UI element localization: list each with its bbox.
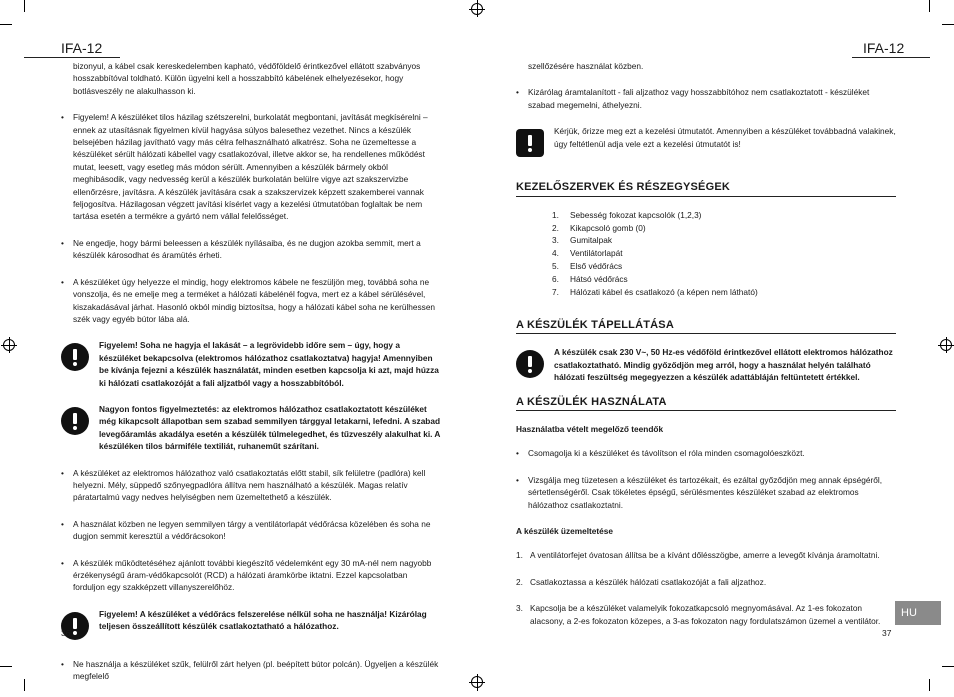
bullet-item: • A készüléket az elektromos hálózathoz való csatlakoztatás előtt stabil, sík felületre (padlóra) kell helyezni. Mély, süppedő szőnyegpadlóra állítva nem használható a készülék. Magas relatív páratartalmú vagy nedves helyiségben nem üzemeltethető a készülék. [61, 467, 441, 504]
bullet-item: • Kizárólag áramtalanított - fali aljzathoz vagy hosszabbítóhoz nem csatlakoztatott - készüléket szabad megemelni, áthelyezni. [516, 86, 896, 111]
header-rule [852, 57, 930, 58]
step-item [516, 602, 896, 627]
step-item [516, 549, 896, 561]
paragraph: bizonyul, a kábel csak kereskedelemben kapható, védőföldelő érintkezővel ellátott szabványos hosszabbítóval toldható. Külön ügyelni kell a hosszabbító kábelének elhelyezésekor, hogy botlásveszély ne alakulhasson ki. [73, 61, 421, 96]
warning-block [516, 346, 896, 383]
step-item [516, 576, 896, 588]
list-item [552, 286, 896, 299]
bullet-item: • Csomagolja ki a készüléket és távolítson el róla minden csomagolóeszközt. [516, 447, 896, 459]
step-text: A ventilátorfejet óvatosan állítsa be a kívánt dőlésszögbe, amerre a levegőt kívánja áramoltatni. [530, 550, 880, 561]
step-number: 2. [516, 576, 523, 587]
list-item [552, 234, 896, 247]
left-page [0, 0, 477, 691]
item-number: 3. [552, 235, 559, 246]
item-number: 6. [552, 274, 559, 285]
subheading: A készülék üzemeltetése [516, 526, 613, 537]
warning-icon [61, 407, 89, 435]
warning-text: A készülék csak 230 V~, 50 Hz-es védőföld érintkezővel ellátott elektromos hálózathoz csatlakoztatható. Mindig győződjön meg arról, hogy a használat helyén található hálózati feszültség megegyezzen a készülék adattábláján feltüntetett értékkel. [554, 347, 893, 383]
bullet-item: • A készülék működtetéséhez ajánlott további kiegészítő védelemként egy 30 mA-nél nem nagyobb érzékenységű áram-védőkapcsolót (RCD) a hálózati áramkörbe iktatni. Ezzel kapcsolatban forduljon egy szakképzett villanyszerelőhöz. [61, 557, 441, 594]
parts-list [552, 209, 896, 299]
left-content [61, 60, 441, 697]
warning-block [61, 339, 441, 389]
right-page [477, 0, 954, 691]
step-text: Kapcsolja be a készüléket valamelyik fokozatkapcsoló megnyomásával. Az 1-es fokozaton alacsony, a 2-es fokozaton közepes, a 3-as fokozaton nagy fordulatszámon üzemel a ventilátor. [530, 603, 881, 626]
page-number: 37 [882, 628, 892, 638]
header-rule [24, 57, 120, 58]
item-number: 7. [552, 287, 559, 298]
bullet-item: • Ne használja a készüléket szűk, felülről zárt helyen (pl. beépített bútor polcán). Ügyeljen a készülék megfelelő [61, 658, 441, 683]
bullet-item: • A használat közben ne legyen semmilyen tárgy a ventilátorlapát védőrácsa közelében és soha ne dugjon semmit keresztül a védőrácsokon! [61, 518, 441, 543]
warning-text: Figyelem! Soha ne hagyja el lakását – a legrövidebb időre sem – úgy, hogy a készüléket bekapcsolva (elektromos hálózathoz csatlakoztatva) hagyja! Amennyiben be kívánja fejezni a készülék használatát, minden esetben kapcsolja ki azt, majd húzza ki hálózati csatlakozóját a fali aljzatból vagy a hosszabbítóból. [99, 340, 439, 388]
warning-text: Nagyon fontos figyelmeztetés: az elektromos hálózathoz csatlakoztatott készüléket még kikapcsolt állapotban sem szabad semmilyen tárggyal letakarni, lefedni. A szabad levegőáramlás akadálya esetén a készülék túlmelegedhet, és tűzveszély alakulhat ki. A készüléken tilos bármiféle textiliát, ruhaneműt szárítani. [99, 403, 441, 452]
page-header: IFA-12 [863, 40, 905, 56]
item-label: Gumitalpak [570, 235, 612, 246]
section-heading: A KÉSZÜLÉK HASZNÁLATA [516, 396, 896, 411]
warning-icon [516, 350, 544, 378]
bullet-item: • Figyelem! A készüléket tilos házilag szétszerelni, burkolatát megbontani, javítását megkísérelni – ennek az utasításnak figyelmen kívül hagyása súlyos balesethez vezethet. Nincs a készülék belsejében házilag javítható vagy más célra felhasználható alkatrész. Soha ne üzemeltesse a készüléket sérült hálózati kábellel vagy csatlakozóval, illetve akkor se, ha rendellenes működést mutat, leesett, vagy esetleg más módon sérült. Amennyiben a készülék bármely okból meghibásodik, vagy nedvesség kerül a készülék burkolatán belülre vigye azt szakszervizbe ellenőrzésre, javításra. A készülék javítására csak a szakszervizek képzett szakemberei vannak feljogosítva. Házilagosan végzett javítási kísérlet vagy a kezelési útmutatóban foglaltak be nem tartása esetén a termékre a gyártó nem vállal felelősséget. [61, 111, 441, 223]
list-item [552, 247, 896, 260]
item-number: 2. [552, 222, 559, 233]
item-number: 5. [552, 261, 559, 272]
section-heading: KEZELŐSZERVEK ÉS RÉSZEGYSÉGEK [516, 181, 896, 196]
bullet-item: • Vizsgálja meg tüzetesen a készüléket és tartozékait, és ezáltal győződjön meg annak épségéről, sértetlenségéről. Csak tökéletes épségű, sérülésmentes készüléket szabad az elektromos hálózathoz csatlakoztatni. [516, 474, 896, 511]
info-icon [516, 129, 544, 157]
warning-text: Figyelem! A készüléket a védőrács felszerelése nélkül soha ne használja! Kizárólag teljesen összeállított készülék csatlakoztatható a hálózathoz. [99, 608, 427, 632]
item-label: Sebesség fokozat kapcsolók (1,2,3) [570, 209, 702, 220]
page-header: IFA-12 [61, 40, 103, 56]
step-number: 1. [516, 550, 523, 561]
right-content [516, 60, 896, 641]
note-block [516, 125, 896, 161]
item-label: Hálózati kábel és csatlakozó (a képen nem látható) [570, 287, 758, 298]
continued-text: szellőzésére használat közben. [528, 61, 644, 71]
list-item [552, 260, 896, 273]
warning-icon [61, 343, 89, 371]
note-text: Kérjük, őrizze meg ezt a kezelési útmutatót. Amennyiben a készüléket továbbadná valakinek, úgy feltétlenül adja vele ezt a kezelési útmutatót is! [554, 126, 896, 149]
subheading: Használatba vételt megelőző teendők [516, 424, 664, 434]
bullet-item: • Ne engedje, hogy bármi beleessen a készülék nyílásaiba, és ne dugjon azokba semmit, mert a készülék károsodhat és áramütés érheti. [61, 237, 441, 262]
warning-block [61, 403, 441, 453]
item-number: 4. [552, 248, 559, 259]
list-item [552, 222, 896, 235]
item-label: Hátsó védőrács [570, 274, 628, 285]
step-text: Csatlakoztassa a készülék hálózati csatlakozóját a fali aljzathoz. [530, 576, 767, 587]
item-label: Első védőrács [570, 261, 623, 272]
item-label: Ventilátorlapát [570, 248, 623, 259]
section-heading: A KÉSZÜLÉK TÁPELLÁTÁSA [516, 319, 896, 334]
step-number: 3. [516, 603, 523, 614]
item-number: 1. [552, 209, 559, 220]
item-label: Kikapcsoló gomb (0) [570, 222, 646, 233]
list-item [552, 209, 896, 222]
bullet-item: • A készüléket úgy helyezze el mindig, hogy elektromos kábele ne feszüljön meg, továbbá soha ne vonszolja, és ne emelje meg a terméket a hálózati kábelénél fogva, mert ez a kábel sérülésével, kiszakadásával járhat. Hasonló okból mindig biztosítsa, hogy a hálózati kábel soha ne kerülhessen szék vagy egyéb bútor lába alá. [61, 276, 441, 326]
language-tab: HU [895, 601, 941, 625]
list-item [552, 273, 896, 286]
page-number: 36 [61, 628, 71, 638]
warning-block [61, 608, 441, 644]
